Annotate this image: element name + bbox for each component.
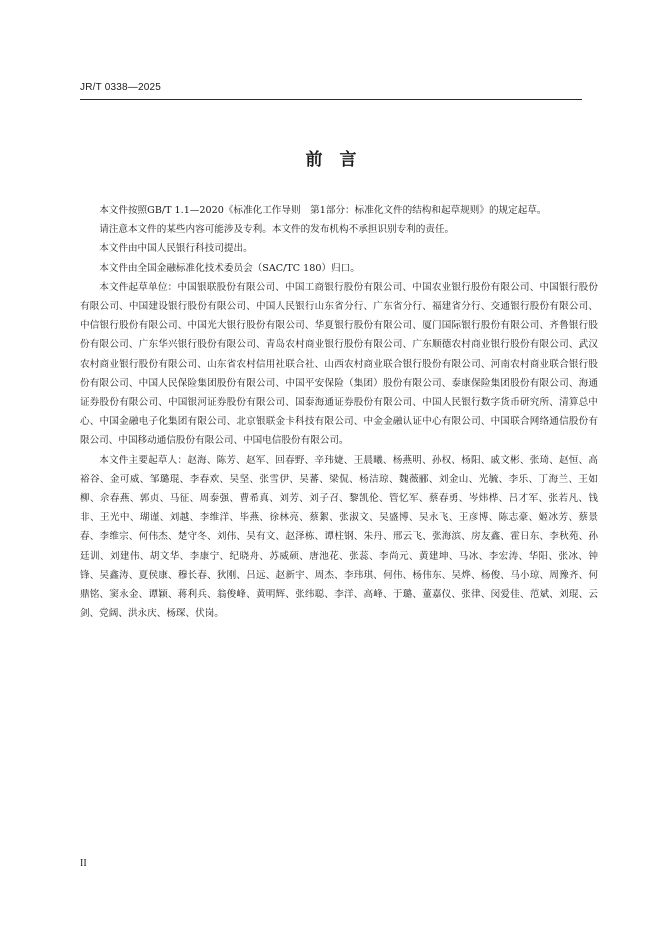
page-title: 前 言	[305, 150, 357, 170]
paragraph-committee: 本文件由全国金融标准化技术委员会（SAC/TC 180）归口。	[99, 262, 360, 274]
paragraph-proposer: 本文件由中国人民银行科技司提出。	[99, 243, 253, 255]
header-rule	[80, 99, 582, 100]
paragraph-drafters: 本文件主要起草人：赵海、陈芳、赵军、回春野、辛玮婕、王晨曦、杨燕明、孙权、杨阳、戚文彬、张琦、赵恒、高裕谷、金可威、邹璐琨、李春欢、吴坚、张雪伊、吴蕃、梁侃、杨洁琼、魏薇郦、刘金山、光毓、李乐、丁海兰、王如柳、佘春燕、郭贞、马征、周泰强、曹希真、刘芳、刘子召、黎凯伦、管忆军、蔡春勇、岑炜桦、吕才军、张若凡、钱非、王光中、瑚谨、刘越、李维洋、毕燕、徐林亮、蔡絮、张淑文、吴盛博、吴永飞、王彦博、陈志豪、姬冰芳、蔡景春、李维宗、何伟杰、楚守冬、刘伟、吴有文、赵泽栋、谭柱钢、朱丹、邢云飞、张海滨、房友鑫、霍日东、李秋苑、孙廷训、刘建伟、胡文华、李康宁、纪晓舟、苏威硕、唐池花、张蕊、李尚元、黄建坤、马冰、李宏涛、华阳、张冰、钟锋、吴鑫涛、夏侯康、穆长春、狄刚、吕远、赵新宇、周杰、李玮琪、何伟、杨伟东、吴烨、杨俊、马小琼、周豫齐、何鼎铭、窦永金、谭颖、蒋利兵、翁俊峰、黄明辉、张纬聪、李洋、高峰、于璐、董嘉仪、张律、闵爱佳、范斌、刘琨、云剑、党阔、洪永庆、杨琛、伏岗。	[80, 454, 598, 620]
standard-code: JR/T 0338—2025	[80, 82, 161, 93]
foreword-body	[80, 201, 598, 623]
paragraph-patent-notice: 请注意本文件的某些内容可能涉及专利。本文件的发布机构不承担识别专利的责任。	[99, 224, 455, 236]
page-number: II	[80, 858, 87, 869]
paragraph-drafting-units: 本文件起草单位：中国银联股份有限公司、中国工商银行股份有限公司、中国农业银行股份有限公司、中国银行股份有限公司、中国建设银行股份有限公司、中国人民银行山东省分行、广东省分行、福建省分行、交通银行股份有限公司、中信银行股份有限公司、中国光大银行股份有限公司、华夏银行股份有限公司、厦门国际银行股份有限公司、齐鲁银行股份有限公司、广东华兴银行股份有限公司、青岛农村商业银行股份有限公司、广东顺德农村商业银行股份有限公司、武汉农村商业银行股份有限公司、山东省农村信用社联合社、山西农村商业联合银行股份有限公司、河南农村商业联合银行股份有限公司、中国人民保险集团股份有限公司、中国平安保险（集团）股份有限公司、泰康保险集团股份有限公司、海通证券股份有限公司、中国银河证券股份有限公司、国泰海通证券股份有限公司、中国人民银行数字货币研究所、清算总中心、中国金融电子化集团有限公司、北京银联金卡科技有限公司、中金金融认证中心有限公司、中国联合网络通信股份有限公司、中国移动通信股份有限公司、中国电信股份有限公司。	[80, 281, 598, 447]
paragraph-drafting-rules: 本文件按照GB/T 1.1—2020《标准化工作导则 第1部分：标准化文件的结构和起草规则》的规定起草。	[99, 205, 547, 216]
